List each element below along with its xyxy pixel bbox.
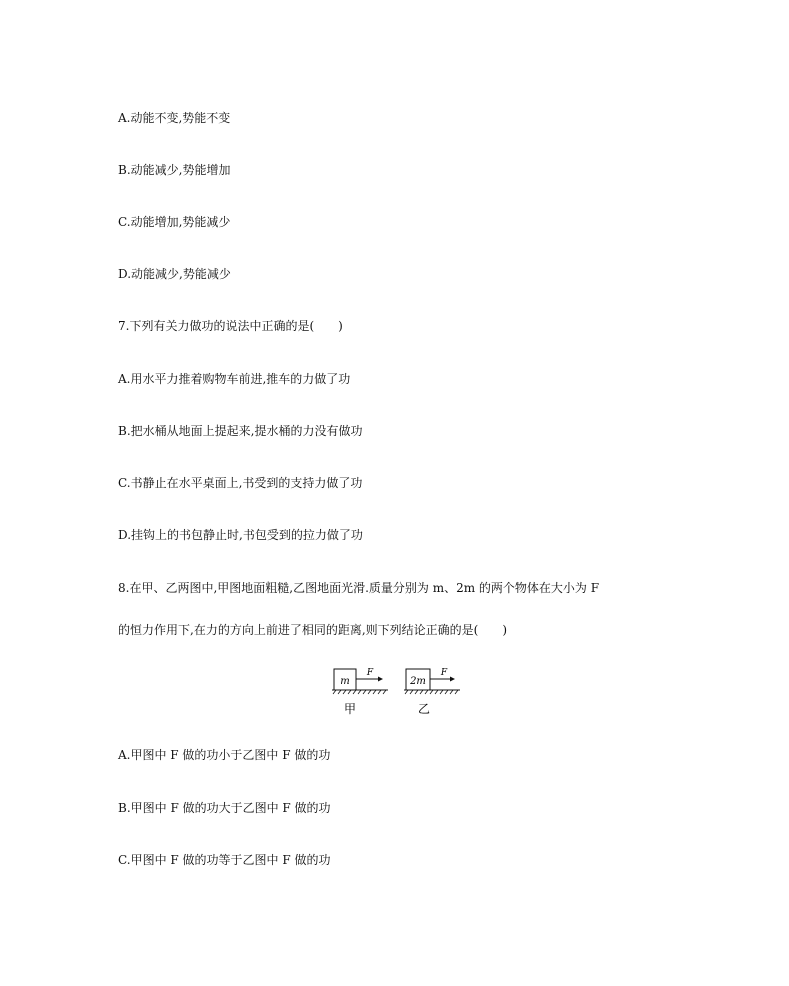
scene-yi (404, 668, 460, 716)
q6-option-c: C.动能增加,势能减少 (118, 215, 231, 229)
force-arrowhead-yi (450, 677, 455, 682)
q8-stem-line2: 的恒力作用下,在力的方向上前进了相同的距离,则下列结论正确的是( ) (118, 623, 507, 637)
force-label-jia: F (366, 668, 374, 678)
q8-option-b: B.甲图中 F 做的功大于乙图中 F 做的功 (118, 801, 331, 815)
q6-option-a: A.动能不变,势能不变 (118, 111, 231, 125)
q7-stem: 7.下列有关力做功的说法中正确的是( ) (118, 319, 343, 333)
q6-option-b: B.动能减少,势能增加 (118, 163, 231, 177)
ground-hatch-yi (405, 690, 458, 694)
caption-yi: 乙 (417, 702, 431, 716)
block-m-label: m (340, 676, 350, 687)
scene-jia (332, 668, 388, 716)
q8-figure (328, 662, 468, 722)
ground-hatch-jia (333, 690, 386, 694)
q8-stem-line1: 8.在甲、乙两图中,甲图地面粗糙,乙图地面光滑.质量分别为 m、2m 的两个物体在大小为 F (118, 581, 600, 595)
q7-option-b: B.把水桶从地面上提起来,提水桶的力没有做功 (118, 424, 363, 438)
q7-option-c: C.书静止在水平桌面上,书受到的支持力做了功 (118, 476, 363, 490)
q6-option-d: D.动能减少,势能减少 (118, 267, 231, 281)
force-label-yi: F (440, 668, 448, 678)
force-arrowhead-jia (378, 677, 383, 682)
force-diagram (328, 662, 468, 722)
q8-option-c: C.甲图中 F 做的功等于乙图中 F 做的功 (118, 853, 331, 867)
caption-jia: 甲 (343, 702, 357, 716)
q7-option-d: D.挂钩上的书包静止时,书包受到的拉力做了功 (118, 528, 363, 542)
q8-option-a: A.甲图中 F 做的功小于乙图中 F 做的功 (118, 748, 331, 762)
block-2m-label: 2m (410, 676, 426, 687)
q7-option-a: A.用水平力推着购物车前进,推车的力做了功 (118, 372, 351, 386)
